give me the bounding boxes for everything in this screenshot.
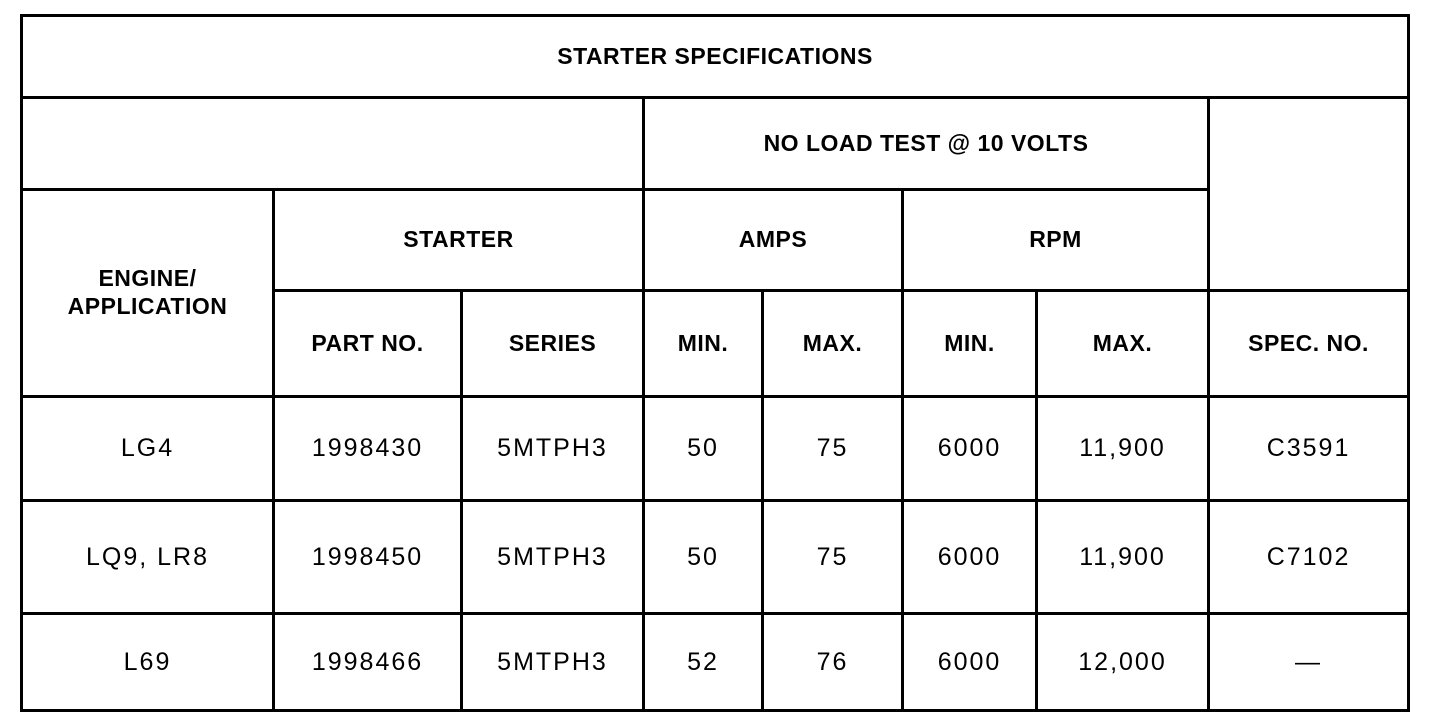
title-row [22, 16, 1409, 98]
engine-header-line1: ENGINE/ [98, 265, 197, 292]
rpm-max-cell: 11,900 [1037, 501, 1209, 614]
engine-header-line2: APPLICATION [67, 293, 228, 319]
starter-specifications-table [20, 14, 1410, 712]
amps-min-header: MIN. [644, 291, 763, 397]
series-header: SERIES [462, 291, 644, 397]
rpm-min-cell: 6000 [903, 614, 1037, 711]
rpm-group-header: RPM [903, 190, 1209, 291]
rpm-max-header: MAX. [1037, 291, 1209, 397]
amps-min-cell: 52 [644, 614, 763, 711]
part-no-cell: 1998450 [274, 501, 462, 614]
amps-max-cell: 75 [763, 501, 903, 614]
amps-max-cell: 76 [763, 614, 903, 711]
table-title: STARTER SPECIFICATIONS [22, 16, 1409, 98]
amps-min-cell: 50 [644, 397, 763, 501]
part-no-cell: 1998430 [274, 397, 462, 501]
engine-cell: L69 [22, 614, 274, 711]
engine-cell: LG4 [22, 397, 274, 501]
group-header-row [22, 190, 1409, 291]
rpm-min-header: MIN. [903, 291, 1037, 397]
rpm-min-cell: 6000 [903, 501, 1037, 614]
amps-max-header: MAX. [763, 291, 903, 397]
part-no-cell: 1998466 [274, 614, 462, 711]
series-cell: 5MTPH3 [462, 397, 644, 501]
starter-group-header: STARTER [274, 190, 644, 291]
amps-max-cell: 75 [763, 397, 903, 501]
rpm-max-cell: 12,000 [1037, 614, 1209, 711]
table-row [22, 397, 1409, 501]
spec-no-cell: — [1209, 614, 1409, 711]
table-row [22, 614, 1409, 711]
series-cell: 5MTPH3 [462, 501, 644, 614]
blank-header-cell [22, 98, 644, 190]
series-cell: 5MTPH3 [462, 614, 644, 711]
amps-group-header: AMPS [644, 190, 903, 291]
amps-min-cell: 50 [644, 501, 763, 614]
spec-no-header: SPEC. NO. [1209, 291, 1409, 397]
table-row [22, 501, 1409, 614]
rpm-min-cell: 6000 [903, 397, 1037, 501]
spec-no-cell: C3591 [1209, 397, 1409, 501]
no-load-test-header: NO LOAD TEST @ 10 VOLTS [644, 98, 1209, 190]
blank-spec-header-cell [1209, 98, 1409, 291]
engine-cell: LQ9, LR8 [22, 501, 274, 614]
spec-no-cell: C7102 [1209, 501, 1409, 614]
part-no-header: PART NO. [274, 291, 462, 397]
test-condition-row [22, 98, 1409, 190]
engine-application-header [22, 190, 274, 397]
rpm-max-cell: 11,900 [1037, 397, 1209, 501]
